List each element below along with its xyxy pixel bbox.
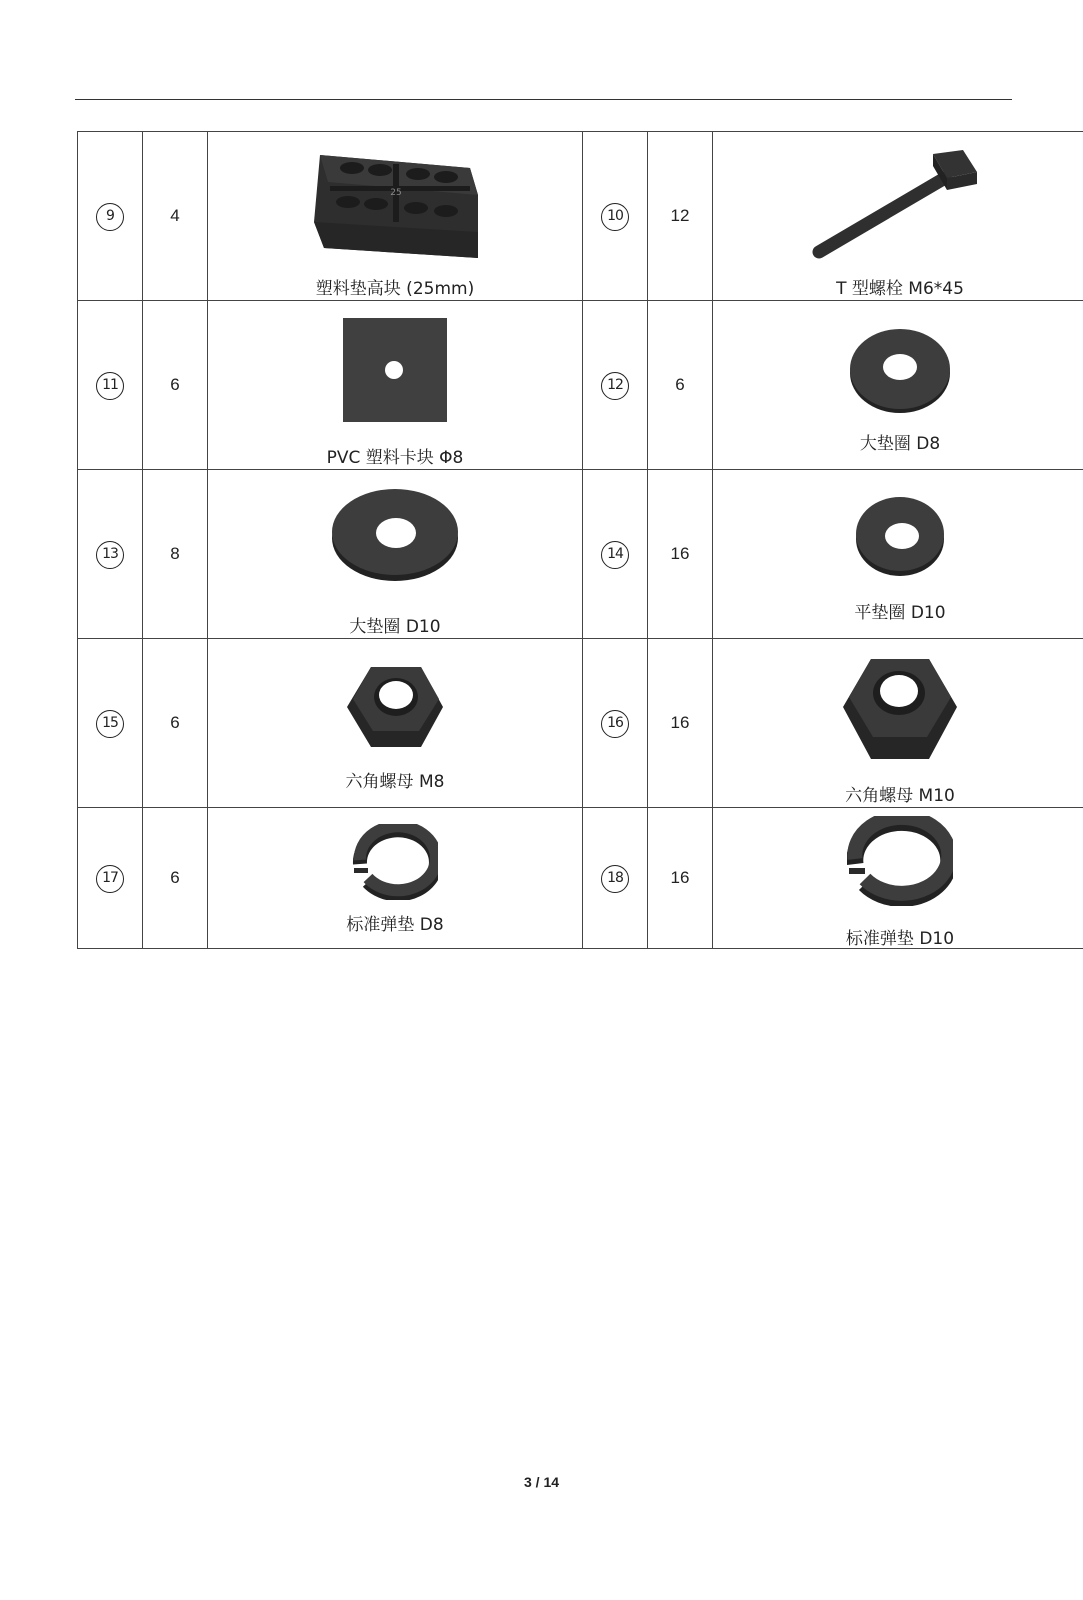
table-row — [78, 808, 1083, 949]
plastic-spacer-block-icon — [208, 140, 582, 270]
part-quantity: 12 — [648, 132, 713, 301]
part-quantity: 6 — [143, 639, 208, 808]
part-quantity: 16 — [648, 808, 713, 949]
part-name: T 型螺栓 M6*45 — [836, 279, 964, 299]
part-quantity: 16 — [648, 639, 713, 808]
part-cell — [208, 470, 583, 639]
table-row — [78, 639, 1083, 808]
large-washer-icon — [208, 484, 582, 584]
part-index: 11 — [78, 301, 143, 470]
large-washer-icon — [713, 325, 1083, 415]
spring-washer-icon — [713, 816, 1083, 906]
part-name: PVC 塑料卡块 Φ8 — [326, 448, 464, 468]
part-cell — [713, 301, 1083, 470]
part-quantity: 4 — [143, 132, 208, 301]
parts-table — [77, 131, 1083, 949]
part-index: 12 — [583, 301, 648, 470]
part-index: 16 — [583, 639, 648, 808]
part-index: 15 — [78, 639, 143, 808]
part-index: 14 — [583, 470, 648, 639]
part-cell — [208, 639, 583, 808]
part-name: 标准弹垫 D10 — [845, 929, 955, 949]
part-cell — [713, 808, 1083, 949]
table-row — [78, 470, 1083, 639]
part-quantity: 6 — [648, 301, 713, 470]
header-rule — [75, 99, 1012, 100]
pvc-square-plate-icon — [208, 317, 582, 423]
part-cell — [713, 470, 1083, 639]
part-name: 六角螺母 M10 — [845, 786, 955, 806]
t-bolt-icon — [713, 142, 1083, 262]
part-index: 10 — [583, 132, 648, 301]
part-quantity: 16 — [648, 470, 713, 639]
part-index: 17 — [78, 808, 143, 949]
part-index: 18 — [583, 808, 648, 949]
part-index: 13 — [78, 470, 143, 639]
part-name: 大垫圈 D8 — [859, 434, 941, 454]
part-cell — [713, 639, 1083, 808]
flat-washer-icon — [713, 494, 1083, 578]
part-index: 9 — [78, 132, 143, 301]
spacer-mark: 25 — [390, 188, 402, 198]
part-cell — [208, 808, 583, 949]
hex-nut-icon — [208, 661, 582, 753]
part-name: 塑料垫高块 (25mm) — [315, 279, 475, 299]
part-cell — [208, 301, 583, 470]
part-cell — [208, 132, 583, 301]
part-quantity: 6 — [143, 808, 208, 949]
part-quantity: 6 — [143, 301, 208, 470]
page-number: 3 / 14 — [523, 1474, 560, 1490]
part-name: 大垫圈 D10 — [349, 617, 441, 637]
part-name: 六角螺母 M8 — [345, 772, 445, 792]
part-quantity: 8 — [143, 470, 208, 639]
hex-nut-icon — [713, 653, 1083, 765]
part-name: 标准弹垫 D8 — [346, 915, 444, 935]
table-row — [78, 301, 1083, 470]
part-cell — [713, 132, 1083, 301]
spring-washer-icon — [208, 824, 582, 900]
table-row — [78, 132, 1083, 301]
part-name: 平垫圈 D10 — [854, 603, 946, 623]
